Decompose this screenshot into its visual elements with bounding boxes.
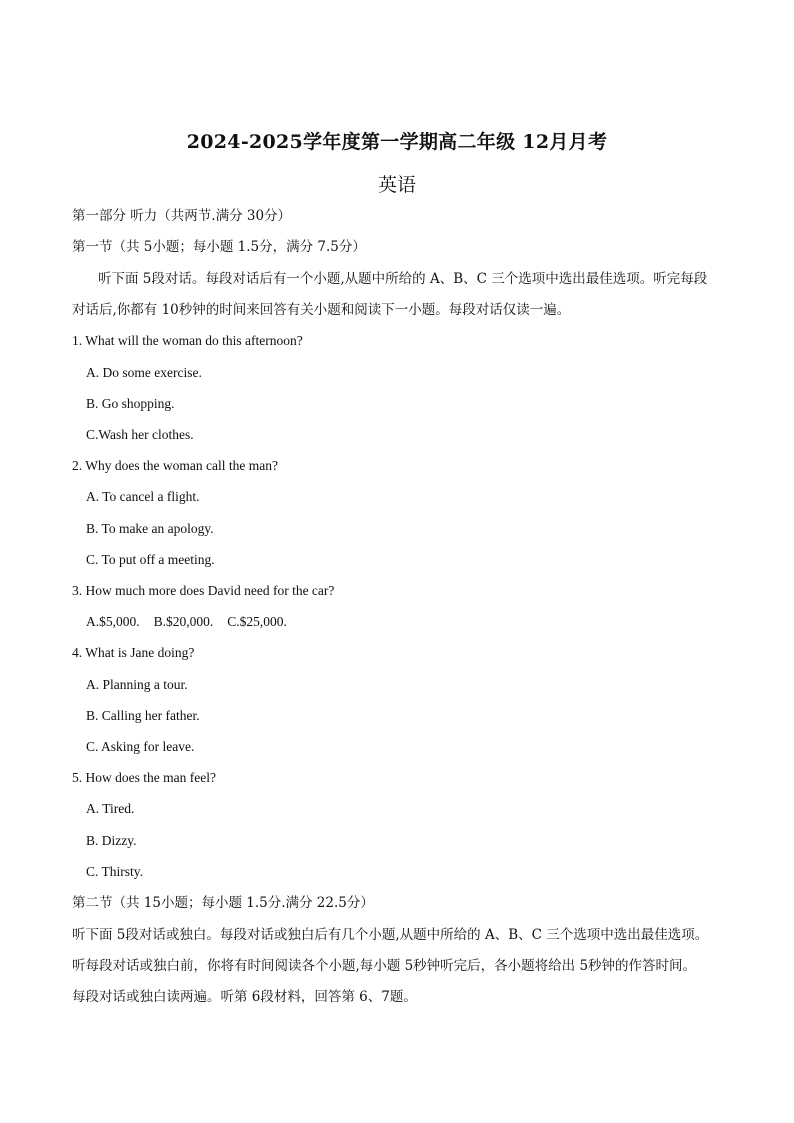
question-2-stem: 2. Why does the woman call the man? [72, 458, 278, 473]
question-4-option-c: C. Asking for leave. [86, 739, 195, 754]
question-1-stem: 1. What will the woman do this afternoon? [72, 333, 303, 348]
section1-instructions-line1: 听下面 5段对话。每段对话后有一个小题,从题中所给的 A、B、C 三个选项中选出最佳选项。听完每段 [98, 271, 708, 287]
question-2-option-a: A. To cancel a flight. [86, 489, 200, 504]
section2-instructions-line3: 每段对话或独白读两遍。听第 6段材料，回答第 6、7题。 [72, 989, 417, 1005]
question-2-option-b: B. To make an apology. [86, 521, 214, 536]
question-3-option-c: C.$25,000. [227, 614, 287, 629]
question-5-option-a: A. Tired. [86, 801, 135, 816]
question-5-stem: 5. How does the man feel? [72, 770, 216, 785]
question-1-option-a: A. Do some exercise. [86, 365, 202, 380]
exam-title: 2024-2025学年度第一学期高二年级 12月月考 [186, 131, 608, 153]
question-4-stem: 4. What is Jane doing? [72, 645, 195, 660]
question-4-option-b: B. Calling her father. [86, 708, 200, 723]
section1-instructions-line2: 对话后,你都有 10秒钟的时间来回答有关小题和阅读下一小题。每段对话仅读一遍。 [72, 302, 571, 318]
question-3-options [86, 613, 301, 631]
section2-heading: 第二节（共 15小题；每小题 1.5分.满分 22.5分） [72, 895, 374, 911]
section2-instructions-line2: 听每段对话或独白前，你将有时间阅读各个小题,每小题 5秒钟听完后，各小题将给出 5秒钟的作答时间。 [72, 958, 697, 974]
exam-subject: 英语 [377, 174, 416, 196]
section2-instructions-line1: 听下面 5段对话或独白。每段对话或独白后有几个小题,从题中所给的 A、B、C 三个选项中选出最佳选项。 [72, 927, 709, 943]
question-2-option-c: C. To put off a meeting. [86, 552, 215, 567]
question-3-option-b: B.$20,000. [153, 614, 214, 629]
question-1-option-b: B. Go shopping. [86, 396, 175, 411]
question-5-option-b: B. Dizzy. [86, 833, 137, 848]
question-1-option-c: C.Wash her clothes. [86, 427, 194, 442]
question-3-option-a: A.$5,000. [86, 614, 140, 629]
question-3-stem: 3. How much more does David need for the car? [72, 583, 335, 598]
question-4-option-a: A. Planning a tour. [86, 677, 188, 692]
section1-heading: 第一节（共 5小题；每小题 1.5分，满分 7.5分） [72, 239, 366, 255]
part1-heading: 第一部分 听力（共两节.满分 30分） [72, 208, 292, 224]
question-5-option-c: C. Thirsty. [86, 864, 144, 879]
